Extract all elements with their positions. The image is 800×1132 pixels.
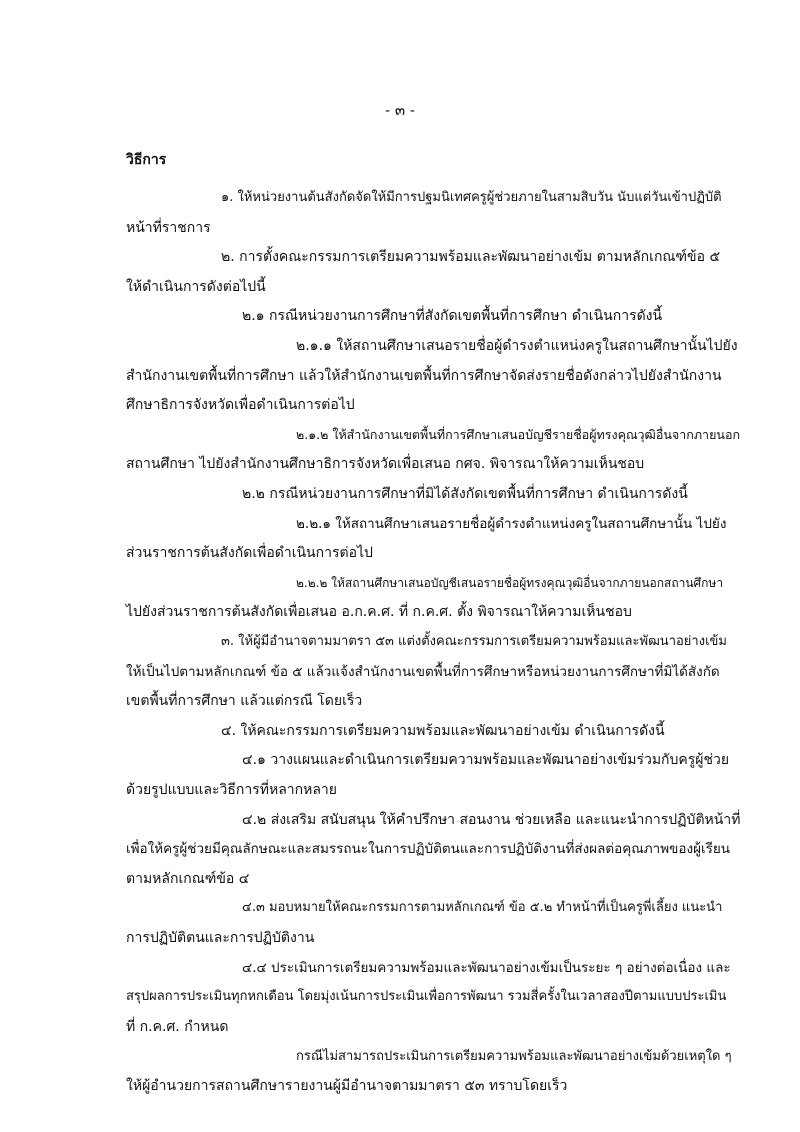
paragraph-line: เพื่อให้ครูผู้ช่วยมีคุณลักษณะและสมรรถนะในการปฏิบัติตนและการปฏิบัติงานที่ส่งผลต่อคุณภาพของผู้เรียน bbox=[126, 841, 731, 857]
paragraph-line: กรณีไม่สามารถประเมินการเตรียมความพร้อมและพัฒนาอย่างเข้มด้วยเหตุใด ๆ bbox=[296, 1049, 732, 1064]
paragraph-line: ๓. ให้ผู้มีอำนาจตามมาตรา ๕๓ แต่งตั้งคณะกรรมการเตรียมความพร้อมและพัฒนาอย่างเข้ม bbox=[221, 634, 727, 649]
page-number: - ๓ - bbox=[385, 101, 415, 119]
paragraph-line: สำนักงานเขตพื้นที่การศึกษา แล้วให้สำนักงานเขตพื้นที่การศึกษาจัดส่งรายชื่อดังกล่าวไปยังสำนักงาน bbox=[126, 368, 722, 384]
paragraph-line: ศึกษาธิการจังหวัดเพื่อดำเนินการต่อไป bbox=[126, 397, 355, 413]
paragraph-line: ๒.๑.๑ ให้สถานศึกษาเสนอรายชื่อผู้ดำรงตำแหน่งครูในสถานศึกษานั้นไปยัง bbox=[296, 338, 738, 354]
paragraph-line: หน้าที่ราชการ bbox=[126, 220, 211, 236]
paragraph-line: ๔.๒ ส่งเสริม สนับสนุน ให้คำปรึกษา สอนงาน ช่วยเหลือ และแนะนำการปฏิบัติหน้าที่ bbox=[242, 812, 741, 828]
paragraph-line: ให้เป็นไปตามหลักเกณฑ์ ข้อ ๕ แล้วแจ้งสำนักงานเขตพื้นที่การศึกษาหรือหน่วยงานการศึกษาที่มิได้สังกัด bbox=[126, 664, 720, 680]
paragraph-line: ไปยังส่วนราชการต้นสังกัดเพื่อเสนอ อ.ก.ค.ศ. ที่ ก.ค.ศ. ตั้ง พิจารณาให้ความเห็นชอบ bbox=[126, 604, 632, 620]
paragraph-line: ๔. ให้คณะกรรมการเตรียมความพร้อมและพัฒนาอย่างเข้ม ดำเนินการดังนี้ bbox=[221, 723, 665, 739]
paragraph-line: ๒.๒ กรณีหน่วยงานการศึกษาที่มิได้สังกัดเขตพื้นที่การศึกษา ดำเนินการดังนี้ bbox=[242, 486, 688, 502]
paragraph-line: สถานศึกษา ไปยังสำนักงานศึกษาธิการจังหวัดเพื่อเสนอ กศจ. พิจารณาให้ความเห็นชอบ bbox=[126, 456, 645, 472]
paragraph-line: ๔.๔ ประเมินการเตรียมความพร้อมและพัฒนาอย่างเข้มเป็นระยะ ๆ อย่างต่อเนื่อง และ bbox=[242, 960, 731, 976]
paragraph-line: ๒.๑ กรณีหน่วยงานการศึกษาที่สังกัดเขตพื้นที่การศึกษา ดำเนินการดังนี้ bbox=[242, 308, 663, 324]
paragraph-line: ส่วนราชการต้นสังกัดเพื่อดำเนินการต่อไป bbox=[126, 545, 373, 561]
paragraph-line: ให้ดำเนินการดังต่อไปนี้ bbox=[126, 279, 266, 295]
paragraph-line: ๔.๓ มอบหมายให้คณะกรรมการตามหลักเกณฑ์ ข้อ ๕.๒ ทำหน้าที่เป็นครูพี่เลี้ยง แนะนำ bbox=[242, 900, 723, 915]
paragraph-line: ด้วยรูปแบบและวิธีการที่หลากหลาย bbox=[126, 782, 337, 798]
section-heading: วิธีการ bbox=[126, 152, 167, 168]
paragraph-line: ๑. ให้หน่วยงานต้นสังกัดจัดให้มีการปฐมนิเทศครูผู้ช่วยภายในสามสิบวัน นับแต่วันเข้าปฏิบัติ bbox=[221, 190, 722, 205]
paragraph-line: เขตพื้นที่การศึกษา แล้วแต่กรณี โดยเร็ว bbox=[126, 693, 363, 709]
paragraph-line: ที่ ก.ค.ศ. กำหนด bbox=[126, 1019, 229, 1035]
paragraph-line: สรุปผลการประเมินทุกหกเดือน โดยมุ่งเน้นการประเมินเพื่อการพัฒนา รวมสี่ครั้งในเวลาสองปีตามแบบประเมิน bbox=[126, 989, 727, 1004]
paragraph-line: ๒. การตั้งคณะกรรมการเตรียมความพร้อมและพัฒนาอย่างเข้ม ตามหลักเกณฑ์ข้อ ๕ bbox=[221, 249, 721, 265]
paragraph-line: ๒.๒.๒ ให้สถานศึกษาเสนอบัญชีเสนอรายชื่อผู้ทรงคุณวุฒิอื่นจากภายนอกสถานศึกษา bbox=[296, 576, 724, 590]
paragraph-line: ตามหลักเกณฑ์ข้อ ๔ bbox=[126, 871, 250, 887]
paragraph-line: ๒.๑.๒ ให้สำนักงานเขตพื้นที่การศึกษาเสนอบัญชีรายชื่อผู้ทรงคุณวุฒิอื่นจากภายนอก bbox=[296, 427, 741, 442]
paragraph-line: การปฏิบัติตนและการปฏิบัติงาน bbox=[126, 930, 315, 946]
paragraph-line: ๔.๑ วางแผนและดำเนินการเตรียมความพร้อมและพัฒนาอย่างเข้มร่วมกับครูผู้ช่วย bbox=[242, 752, 730, 768]
paragraph-line: ให้ผู้อำนวยการสถานศึกษารายงานผู้มีอำนาจตามมาตรา ๕๓ ทราบโดยเร็ว bbox=[126, 1078, 568, 1094]
paragraph-line: ๒.๒.๑ ให้สถานศึกษาเสนอรายชื่อผู้ดำรงตำแหน่งครูในสถานศึกษานั้น ไปยัง bbox=[296, 516, 727, 532]
